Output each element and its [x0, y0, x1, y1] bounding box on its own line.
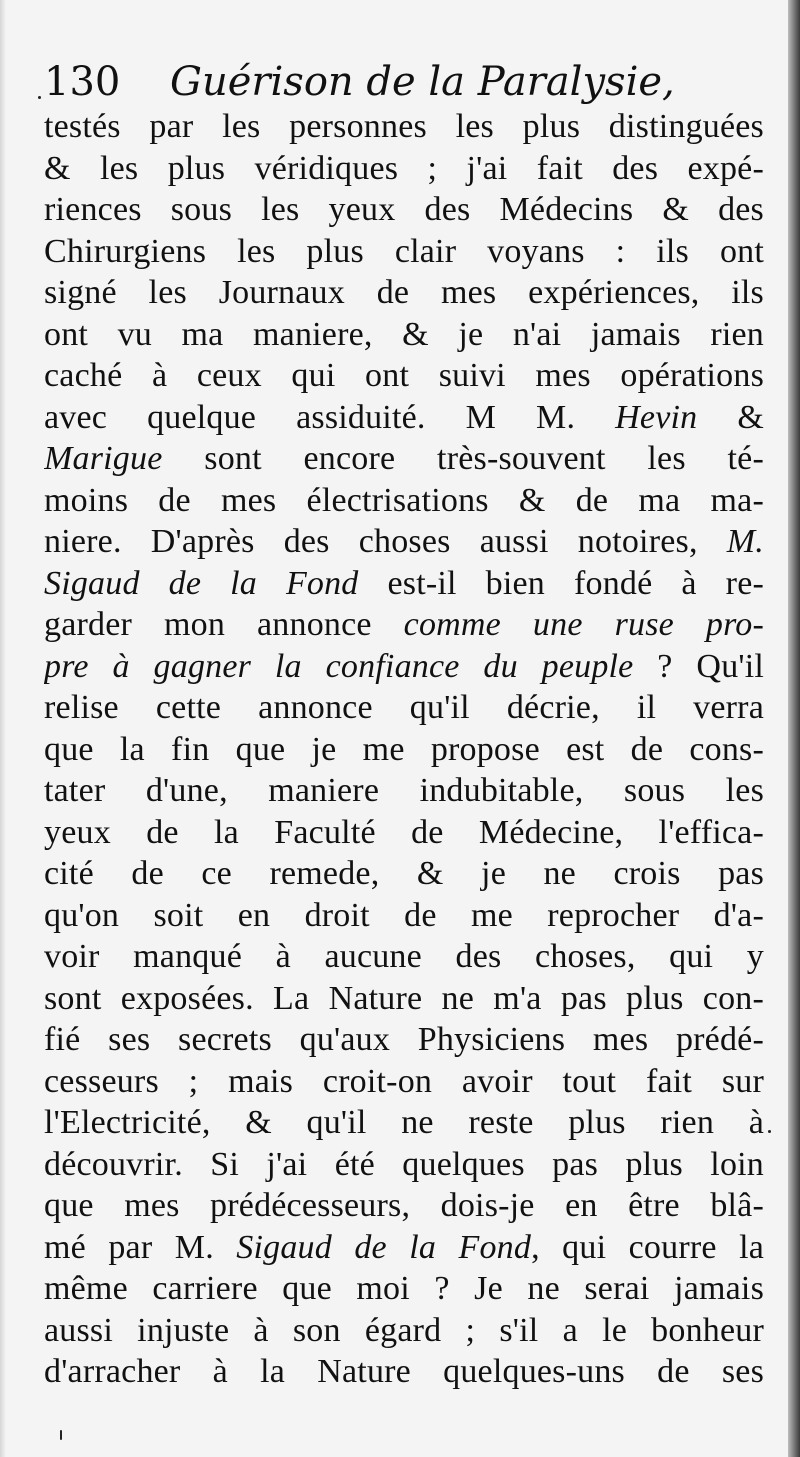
page-number: 130 — [44, 59, 121, 105]
text-line — [44, 1310, 764, 1352]
text-run: l'Electricité, & qu'il ne reste plus rien à — [44, 1104, 764, 1141]
text-line — [44, 521, 764, 563]
text-line — [44, 770, 764, 812]
text-run: garder mon annonce — [44, 606, 404, 643]
text-line — [44, 231, 764, 273]
text-line — [44, 729, 764, 771]
text-run: tater d'une, maniere indubitable, sous les — [44, 772, 764, 809]
italic-text: Sigaud de la Fond — [236, 1228, 532, 1266]
italic-text: Marigue — [44, 440, 163, 477]
text-line — [44, 1061, 764, 1103]
text-run: & — [697, 398, 764, 436]
text-run: caché à ceux qui ont suivi mes opérations — [44, 357, 764, 394]
text-line — [44, 355, 764, 397]
body-text — [44, 106, 764, 1393]
page-binding-shadow — [788, 0, 800, 1457]
italic-text: pre à gagner la confiance du peuple — [44, 647, 634, 685]
text-line — [44, 895, 764, 937]
text-line — [44, 1351, 764, 1393]
text-run: mé par M. — [44, 1228, 237, 1266]
text-line — [44, 480, 764, 522]
italic-text: comme une ruse pro- — [403, 606, 764, 643]
text-line — [44, 314, 764, 356]
text-line — [44, 1268, 764, 1310]
text-run: , qui courre la — [531, 1228, 764, 1266]
text-run: même carriere que moi ? Je ne serai jamais — [44, 1270, 764, 1307]
text-run: sont encore très-souvent les té- — [162, 440, 764, 477]
text-run: découvrir. Si j'ai été quelques pas plus loin — [44, 1145, 764, 1183]
text-line — [44, 1227, 764, 1269]
ink-speck — [60, 1430, 62, 1440]
running-title: Guérison de la Paralysie, — [170, 59, 675, 105]
text-line — [44, 646, 764, 688]
text-line — [44, 1102, 764, 1144]
text-run: & les plus véridiques ; j'ai fait des expé- — [44, 149, 764, 187]
italic-text: Hevin — [615, 398, 698, 436]
text-line — [44, 1185, 764, 1227]
text-run: cité de ce remede, & je ne crois pas — [44, 855, 764, 892]
text-line — [44, 438, 764, 480]
text-line — [44, 853, 764, 895]
text-run: que la fin que je me propose est de cons- — [44, 730, 764, 768]
text-run: yeux de la Faculté de Médecine, l'effica- — [44, 813, 764, 851]
text-run: ont vu ma maniere, & je n'ai jamais rien — [44, 315, 764, 353]
text-run: qu'on soit en droit de me reprocher d'a- — [44, 896, 764, 934]
text-run: niere. D'après des choses aussi notoires, — [44, 523, 727, 560]
text-line — [44, 1019, 764, 1061]
text-run: testés par les personnes les plus distinguées — [44, 108, 764, 145]
text-run: relise cette annonce qu'il décrie, il verra — [44, 689, 764, 726]
text-line — [44, 812, 764, 854]
text-line — [44, 687, 764, 729]
text-run: riences sous les yeux des Médecins & des — [44, 191, 764, 228]
text-run: aussi injuste à son égard ; s'il a le bonheur — [44, 1311, 764, 1349]
italic-text: Sigaud de la Fond — [44, 564, 359, 602]
text-run: que mes prédécesseurs, dois-je en être blâ- — [44, 1187, 764, 1224]
text-run: signé les Journaux de mes expériences, ils — [44, 274, 764, 311]
text-run: Chirurgiens les plus clair voyans : ils ont — [44, 232, 764, 270]
text-run: cesseurs ; mais croit-on avoir tout fait sur — [44, 1062, 764, 1100]
text-line — [44, 397, 764, 439]
text-run: ? Qu'il — [633, 647, 764, 685]
text-line — [44, 189, 764, 231]
text-run: fié ses secrets qu'aux Physiciens mes prédé- — [44, 1021, 764, 1058]
text-line — [44, 563, 764, 605]
text-line — [44, 1144, 764, 1186]
ink-speck — [768, 1130, 771, 1133]
text-line — [44, 978, 764, 1020]
text-line — [44, 272, 764, 314]
text-run: voir manqué à aucune des choses, qui y — [44, 938, 764, 975]
text-run: moins de mes électrisations & de ma ma- — [44, 481, 764, 519]
text-line — [44, 936, 764, 978]
text-run: sont exposées. La Nature ne m'a pas plus con- — [44, 979, 764, 1017]
page-header — [44, 56, 764, 108]
text-run: avec quelque assiduité. M M. — [44, 398, 616, 436]
text-run: d'arracher à la Nature quelques-uns de ses — [44, 1353, 764, 1390]
ink-speck — [38, 96, 41, 99]
text-run: est-il bien fondé à re- — [358, 564, 764, 602]
italic-text: M. — [726, 523, 764, 560]
text-line — [44, 604, 764, 646]
text-line — [44, 148, 764, 190]
text-line — [44, 106, 764, 148]
page-left-shadow — [0, 0, 6, 1457]
